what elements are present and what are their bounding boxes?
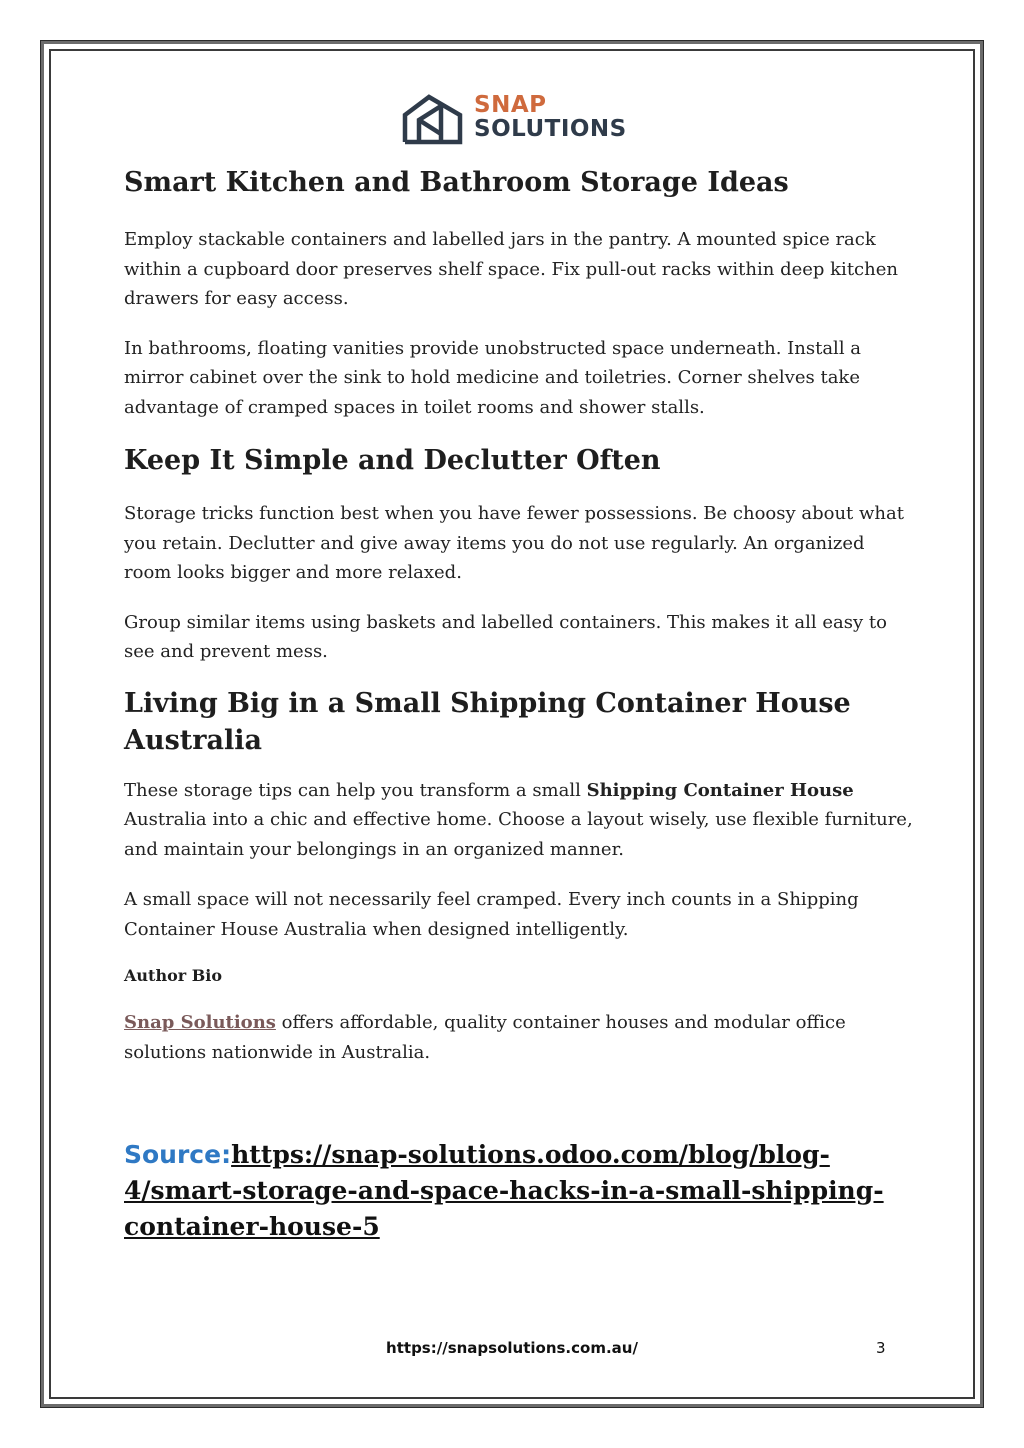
document-body: [124, 160, 914, 1245]
paragraph-text: These storage tips can help you transform a small: [124, 779, 587, 801]
paragraph-declutter: Storage tricks function best when you have fewer possessions. Be choosy about what you retain. Declutter and give away items you do not use regularly. An organized room looks bigger and more relaxed.: [124, 503, 904, 583]
footer-website-link[interactable]: https://snapsolutions.com.au/: [386, 1339, 638, 1357]
paragraph-storage-tips: [124, 776, 914, 865]
source-label: Source:: [124, 1140, 232, 1169]
author-bio-paragraph: [124, 1008, 914, 1067]
house-outline-icon: [402, 93, 466, 145]
snap-solutions-link[interactable]: Snap Solutions: [124, 1012, 276, 1033]
logo-wordmark-top: SNAP: [474, 92, 547, 118]
paragraph-group-items: Group similar items using baskets and labelled containers. This makes it all easy to see and prevent mess.: [124, 611, 887, 662]
page-number: 3: [876, 1339, 886, 1357]
paragraph-text: Australia into a chic and effective home. Choose a layout wisely, use flexible furniture, and maintain your belongings in an organized manner.: [124, 809, 913, 860]
bold-keyword: Shipping Container House: [586, 779, 854, 801]
section-heading-living-big: Living Big in a Small Shipping Container House Australia: [124, 687, 851, 756]
paragraph-bathroom: In bathrooms, floating vanities provide unobstructed space underneath. Install a mirror cabinet over the sink to hold medicine and toiletries. Corner shelves take advantage of cramped spaces in toilet rooms and shower stalls.: [124, 337, 862, 418]
section-heading-kitchen-bathroom: Smart Kitchen and Bathroom Storage Ideas: [124, 167, 789, 198]
company-logo: [402, 92, 627, 145]
author-bio-heading: Author Bio: [124, 966, 223, 985]
author-bio-text: offers affordable, quality container houses and modular office solutions nationwide in Australia.: [124, 1012, 846, 1063]
paragraph-small-space: A small space will not necessarily feel cramped. Every inch counts in a Shipping Container House Australia when designed intelligently.: [124, 889, 859, 940]
logo-wordmark-bottom: SOLUTIONS: [474, 116, 627, 142]
source-link[interactable]: https://snap-solutions.odoo.com/blog/blog-4/smart-storage-and-space-hacks-in-a-small-shipping-container-house-5: [124, 1140, 884, 1241]
source-citation: [124, 1137, 914, 1245]
paragraph-kitchen: Employ stackable containers and labelled jars in the pantry. A mounted spice rack within a cupboard door preserves shelf space. Fix pull-out racks within deep kitchen drawers for easy access.: [124, 229, 898, 309]
section-heading-declutter: Keep It Simple and Declutter Often: [124, 445, 661, 476]
